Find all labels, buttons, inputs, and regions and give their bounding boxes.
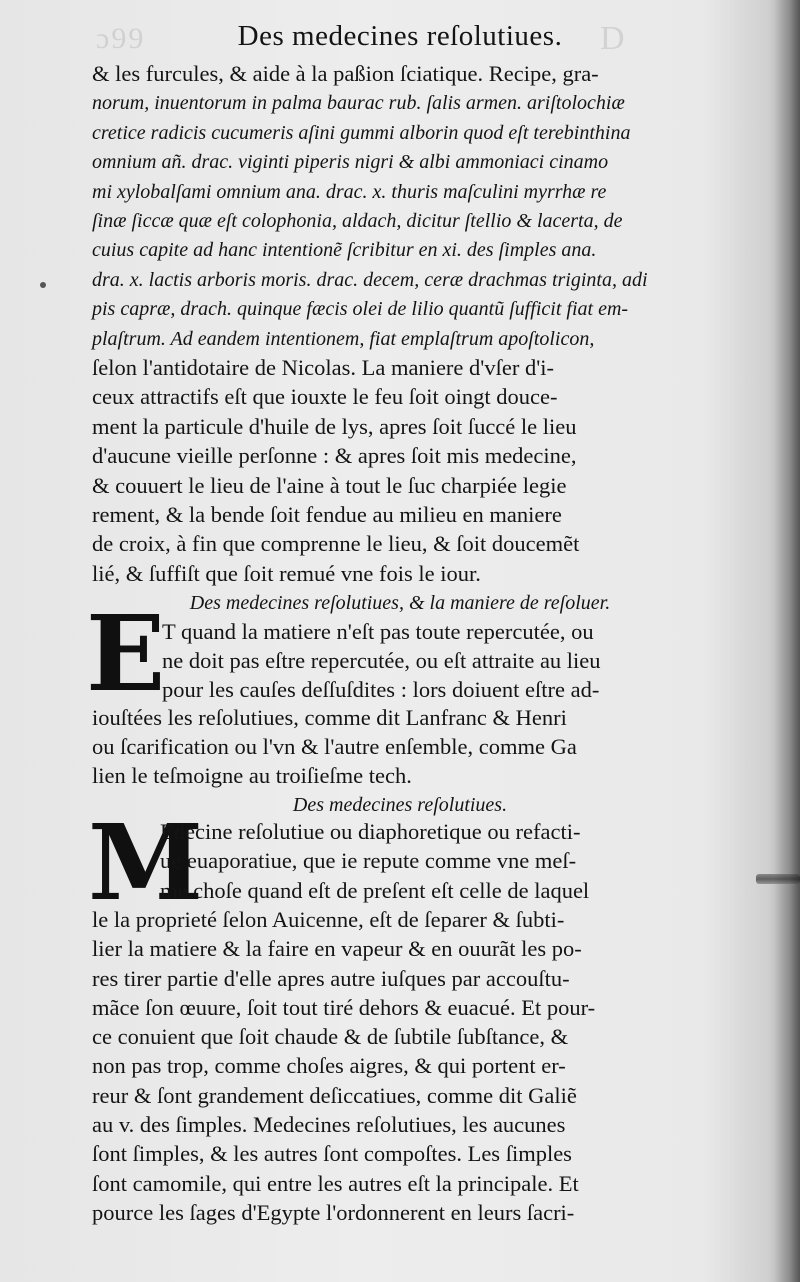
section-heading: Des medecines reſolutiues, & la maniere de reſoluer.: [189, 592, 611, 614]
drop-cap: E: [86, 592, 166, 715]
text-line: rement, & la bende ſoit fendue au milieu en maniere: [92, 502, 562, 527]
text-line: d'aucune vieille perſonne : & apres ſoit mis medecine,: [92, 443, 577, 469]
text-line: le la proprieté ſelon Auicenne, eſt de ſeparer & ſubti-: [92, 906, 565, 932]
text-line: reur & ſont grandement deſiccatiues, comme dit Galiẽ: [92, 1082, 577, 1108]
text-line: lien le teſmoigne au troiſieſme tech.: [92, 763, 412, 788]
bleed-through-text: D: [600, 20, 625, 57]
text-line: T quand la matiere n'eſt pas toute repercutée, ou: [162, 619, 594, 644]
text-line: ce conuient que ſoit chaude & de ſubtile ſubſtance, &: [92, 1024, 569, 1050]
text-line: pour les cauſes deſſuſdites : lors doiuent eſtre ad-: [162, 676, 600, 702]
text-line: & les furcules, & aide à la paßion ſciatique. Recipe, gra-: [92, 61, 599, 86]
text-line: pis capræ, drach. quinque fæcis olei de lilio quantũ ſufficit fiat em-: [92, 298, 629, 321]
text-line: non pas trop, comme choſes aigres, & qui portent er-: [92, 1053, 566, 1079]
text-line: ou ſcarification ou l'vn & l'autre enſemble, comme Ga: [92, 734, 577, 760]
text-line: & couuert le lieu de l'aine à tout le ſuc charpiée legie: [92, 472, 567, 498]
text-line: omnium añ. drac. viginti piperis nigri & albi ammoniaci cinamo: [92, 151, 609, 174]
text-line: ſelon l'antidotaire de Nicolas. La maniere d'vſer d'i-: [92, 355, 554, 380]
text-line: ſont camomile, qui entre les autres eſt la principale. Et: [92, 1170, 579, 1196]
running-title: Des medecines reſolutiues.: [237, 20, 563, 52]
text-line: norum, inuentorum in palma baurac rub. ſalis armen. ariſtolochiæ: [92, 92, 625, 115]
text-line: de croix, à fin que comprenne le lieu, & ſoit doucemẽt: [92, 531, 580, 557]
page-edge-shadow: [774, 0, 800, 1282]
text-line: ue euaporatiue, que ie repute comme vne meſ-: [160, 848, 577, 874]
page-speck: [40, 282, 46, 288]
text-line: lié, & ſuffiſt que ſoit remué vne fois le iour.: [92, 560, 481, 586]
text-line: pource les ſages d'Egypte l'ordonnerent en leurs ſacri-: [92, 1199, 575, 1225]
text-line: Edecine reſolutiue ou diaphoretique ou refacti-: [160, 819, 581, 844]
text-line: ceux attractifs eſt que iouxte le feu ſoit oingt douce-: [92, 384, 558, 410]
text-line: ſont ſimples, & les autres ſont compoſtes. Les ſimples: [92, 1141, 572, 1167]
text-line: cretice radicis cucumeris aſini gummi alborin quod eſt terebinthina: [92, 121, 631, 144]
text-line: me choſe quand eſt de preſent eſt celle de laquel: [160, 877, 590, 903]
drop-cap: M: [88, 801, 204, 924]
text-line: au v. des ſimples. Medecines reſolutiues, les aucunes: [92, 1112, 566, 1137]
section-heading: Des medecines reſolutiues.: [292, 794, 508, 816]
text-line: ſinæ ſiccæ quæ eſt colophonia, aldach, dicitur ſtellio & lacerta, de: [92, 210, 623, 232]
text-line: cuius capite ad hanc intentionẽ ſcribitur en xi. des ſimples ana.: [92, 239, 597, 262]
text-line: dra. x. lactis arboris moris. drac. decem, ceræ drachmas triginta, adi: [92, 268, 648, 291]
text-line: ne doit pas eſtre repercutée, ou eſt attraite au lieu: [162, 647, 601, 673]
bleed-through-text: ɔ99: [96, 22, 146, 55]
text-line: lier la matiere & la faire en vapeur & en ouurãt les po-: [92, 936, 582, 962]
text-line: ment la particule d'huile de lys, apres ſoit ſuccé le lieu: [92, 413, 577, 439]
text-line: res tirer partie d'elle apres autre iuſques par accouſtu-: [92, 965, 570, 991]
text-line: mãce ſon œuure, ſoit tout tiré dehors & euacué. Et pour-: [92, 994, 596, 1020]
text-line: mi xylobalſami omnium ana. drac. x. thuris maſculini myrrhæ re: [92, 180, 607, 203]
text-line: plaſtrum. Ad eandem intentionem, fiat emplaſtrum apoſtolicon,: [92, 327, 595, 350]
text-line: iouſtées les reſolutiues, comme dit Lanfranc & Henri: [92, 705, 567, 731]
